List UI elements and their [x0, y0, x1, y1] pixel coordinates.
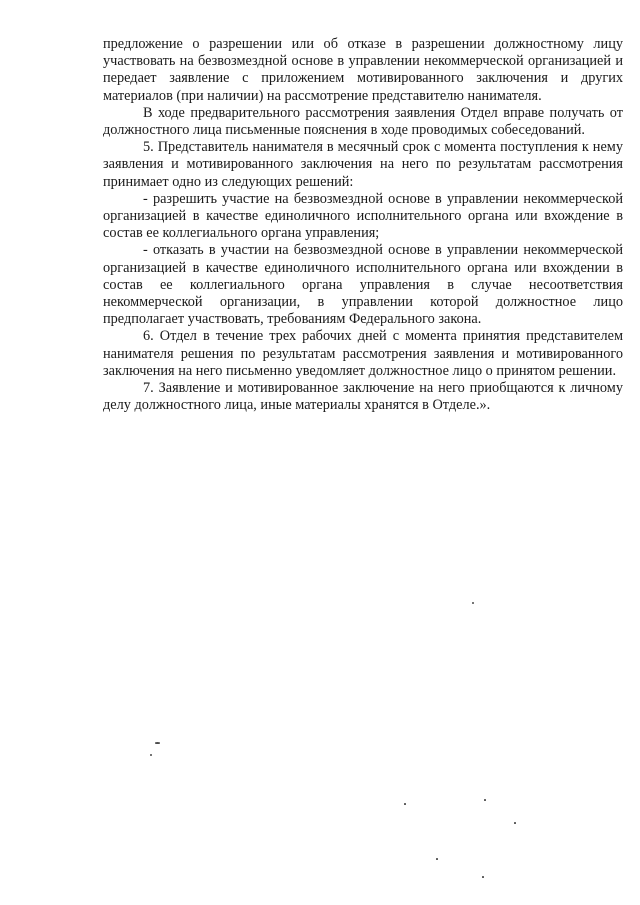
scan-speck [404, 803, 406, 805]
scan-speck [472, 602, 474, 604]
paragraph-preliminary-review: В ходе предварительного рассмотрения заявления Отдел вправе получать от должностного лица письменные пояснения в ходе проводимых собеседований. [103, 104, 623, 139]
scan-speck [150, 754, 152, 756]
paragraph-option-refuse: - отказать в участии на безвозмездной основе в управлении некоммерческой организацией в качестве единоличного исполнительного органа или вхождении в состав ее коллегиального органа управления в случае несоответствия некоммерческой организации, в управлении которой должностное лицо предполагает участвовать, требованиям Федерального закона. [103, 242, 623, 328]
paragraph-item-5: 5. Представитель нанимателя в месячный срок с момента поступления к нему заявления и мотивированного заключения на него по результатам рассмотрения принимает одно из следующих решений: [103, 139, 623, 190]
paragraph-option-allow: - разрешить участие на безвозмездной основе в управлении некоммерческой организацией в качестве единоличного исполнительного органа или вхождение в состав ее коллегиального органа управления; [103, 190, 623, 242]
paragraph-item-6: 6. Отдел в течение трех рабочих дней с момента принятия представителем нанимателя решения по результатам рассмотрения заявления и мотивированного заключения на него письменно уведомляет должностное лицо о принятом решении. [103, 328, 623, 379]
scan-speck [514, 822, 516, 824]
document-page [103, 36, 623, 414]
paragraph-continuation: предложение о разрешении или об отказе в разрешении должностному лицу участвовать на безвозмездной основе в управлении некоммерческой организацией и передает заявление с приложением мотивированного заключения и других материалов (при наличии) на рассмотрение представителю нанимателя. [103, 36, 623, 104]
scan-speck [482, 876, 484, 878]
scan-speck [155, 742, 160, 744]
scan-speck [484, 799, 486, 801]
paragraph-item-7: 7. Заявление и мотивированное заключение на него приобщаются к личному делу должностного лица, иные материалы хранятся в Отделе.». [103, 380, 623, 414]
scan-speck [436, 858, 438, 860]
